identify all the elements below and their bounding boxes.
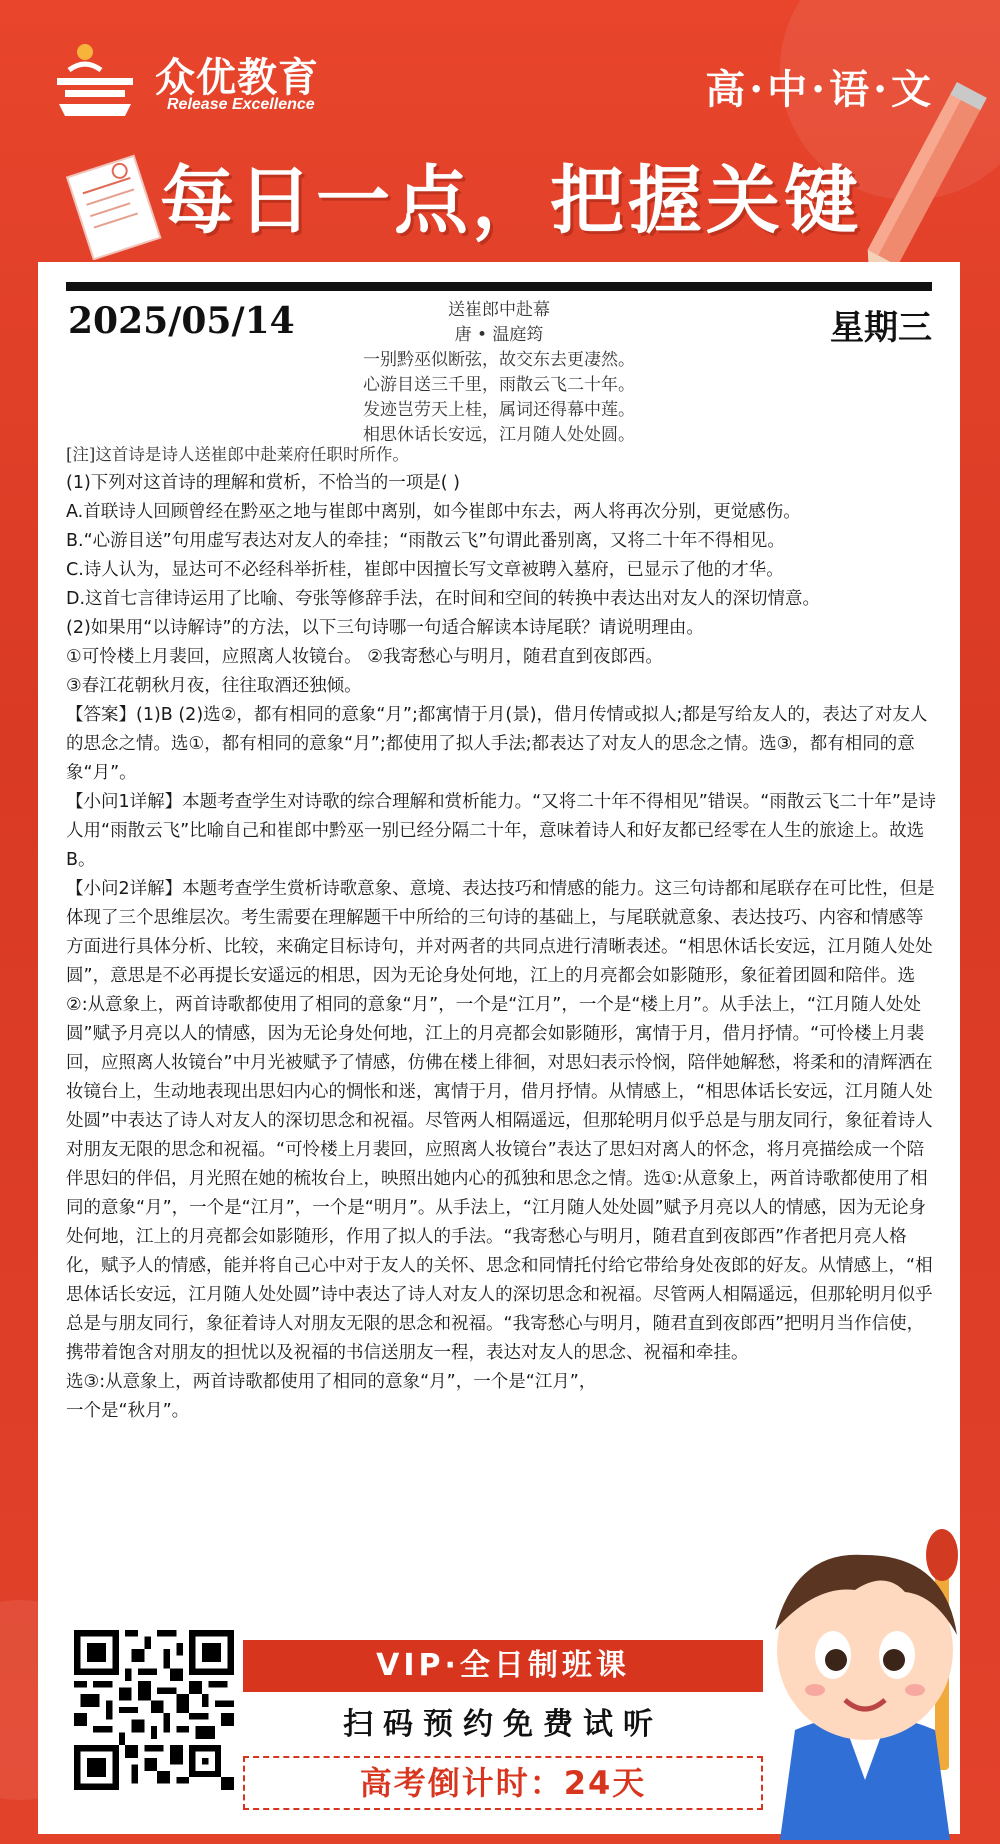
explanation-3: 一个是“秋月”。 — [66, 1401, 190, 1421]
qr-code — [74, 1630, 234, 1790]
article-body — [66, 440, 936, 1426]
poem-title: 送崔郎中赴幕 — [448, 300, 550, 320]
option-c: C.诗人认为，显达可不必经科举折桂，崔郎中因擅长写文章被聘入墓府，已显示了他的才华。 — [66, 560, 784, 580]
option-a: A.首联诗人回顾曾经在黔巫之地与崔郎中离别，如今崔郎中东去，两人将再次分别，更觉感伤。 — [66, 502, 801, 522]
date: 2025/05/14 — [68, 300, 295, 342]
option-b: B.“心游目送”句用虚写表达对友人的牵挂；“雨散云飞”句谓此番别离，又将二十年不得相见。 — [66, 531, 785, 551]
question-1: (1)下列对这首诗的理解和赏析，不恰当的一项是( ) — [66, 473, 461, 493]
slogan: 每日一点，把握关键 — [160, 158, 862, 244]
poem-line: 相思休话长安远，江月随人处处圆。 — [363, 425, 635, 445]
explanation-3: 选③:从意象上，两首诗歌都使用了相同的意象“月”，一个是“江月”， — [66, 1372, 597, 1392]
mascot-icon — [735, 1500, 1000, 1844]
question-2-choices: ①可怜楼上月裴回，应照离人妆镜台。 ②我寄愁心与明月，随君直到夜郎西。 — [66, 647, 663, 667]
subject-title: 高·中·语·文 — [705, 66, 935, 113]
scan-prompt: 扫码预约免费试听 — [343, 1707, 663, 1742]
explanation-1: 【小问1详解】本题考查学生对诗歌的综合理解和赏析能力。“又将二十年不得相见”错误。“雨散云飞二十年”是诗人用“雨散云飞”比喻自己和崔郎中黔巫一别已经分隔二十年，意味着诗人和好友都已经零在人生的旅途上。故选B。 — [66, 792, 936, 870]
option-d: D.这首七言律诗运用了比喻、夸张等修辞手法，在时间和空间的转换中表达出对友人的深切情意。 — [66, 589, 821, 609]
brand-logo — [55, 40, 355, 120]
brand-tagline: Release Excellence — [167, 96, 315, 113]
poem-note: [注]这首诗是诗人送崔郎中赴莱府任职时所作。 — [66, 445, 409, 464]
question-2: (2)如果用“以诗解诗”的方法，以下三句诗哪一句适合解读本诗尾联？请说明理由。 — [66, 618, 704, 638]
brand-name: 众优教育 — [155, 55, 319, 101]
vip-course-banner[interactable]: VIP·全日制班课 — [243, 1640, 763, 1692]
weekday: 星期三 — [830, 308, 932, 348]
logo-mark-icon — [55, 40, 151, 120]
question-2-choices: ③春江花朝秋月夜，往往取酒还独倾。 — [66, 676, 362, 696]
poem-line: 一别黔巫似断弦，故交东去更凄然。 — [363, 350, 635, 370]
poem-author: 唐 • 温庭筠 — [454, 325, 544, 345]
explanation-2: 【小问2详解】本题考查学生赏析诗歌意象、意境、表达技巧和情感的能力。这三句诗都和尾联存在可比性，但是体现了三个思维层次。考生需要在理解题干中所给的三句诗的基础上，与尾联就意象、表达技巧、内容和情感等方面进行具体分析、比较，来确定目标诗句，并对两者的共同点进行清晰表述。“相思休话长安远，江月随人处处圆”，意思是不必再提长安遥远的相思，因为无论身处何地，江上的月亮都会如影随形，象征着团圆和陪伴。选②:从意象上，两首诗歌都使用了相同的意象“月”，一个是“江月”，一个是“楼上月”。从手法上，“江月随人处处圆”赋予月亮以人的情感，因为无论身处何地，江上的月亮都会如影随形，寓情于月，借月抒情。“可怜楼上月裴回，应照离人妆镜台”中月光被赋予了情感，仿佛在楼上徘徊，对思妇表示怜悯，陪伴她解愁，将柔和的清辉洒在妆镜台上，生动地表现出思妇内心的惆怅和迷，寓情于月，借月抒情。从情感上，“相思体话长安远，江月随人处处圆”中表达了诗人对友人的深切思念和祝福。尽管两人相隔遥远，但那轮明月似乎总是与朋友同行，象征着诗人对朋友无限的思念和祝福。“可怜楼上月裴回，应照离人妆镜台”表达了思妇对离人的怀念，将月亮描绘成一个陪伴思妇的伴侣，月光照在她的梳妆台上，映照出她内心的孤独和思念之情。选①:从意象上，两首诗歌都使用了相同的意象“月”，一个是“江月”，一个是“明月”。从手法上，“江月随人处处圆”赋予月亮以人的情感，因为无论身处何地，江上的月亮都会如影随形，作用了拟人的手法。“我寄愁心与明月，随君直到夜郎西”作者把月亮人格化，赋予人的情感，能并将自己心中对于友人的关怀、思念和同情托付给它带给身处夜郎的好友。从情感上，“相思体话长安远，江月随人处处圆”诗中表达了诗人对友人的深切思念和祝福。尽管两人相隔遥远，但那轮明月似乎总是与朋友同行，象征着诗人对朋友无限的思念和祝福。“我寄愁心与明月，随君直到夜郎西”把明月当作信使，携带着饱含对朋友的担忧以及祝福的书信送朋友一程，表达对友人的思念、祝福和牵挂。 — [66, 879, 935, 1363]
poem-line: 心游目送三千里，雨散云飞二十年。 — [363, 375, 635, 395]
header-rule — [66, 282, 932, 291]
answer: 【答案】(1)B (2)选②，都有相同的意象“月”;都寓情于月(景)，借月传情或拟人;都是写给友人的，表达了对友人的思念之情。选①，都有相同的意象“月”;都使用了拟人手法;都表达了对友人的思念之情。选③，都有相同的意象“月”。 — [66, 705, 928, 783]
poem-line: 发迹岂劳天上桂，属词还得幕中莲。 — [363, 400, 635, 420]
paper-icon — [60, 150, 170, 260]
exam-countdown: 高考倒计时：24天 — [243, 1756, 763, 1810]
